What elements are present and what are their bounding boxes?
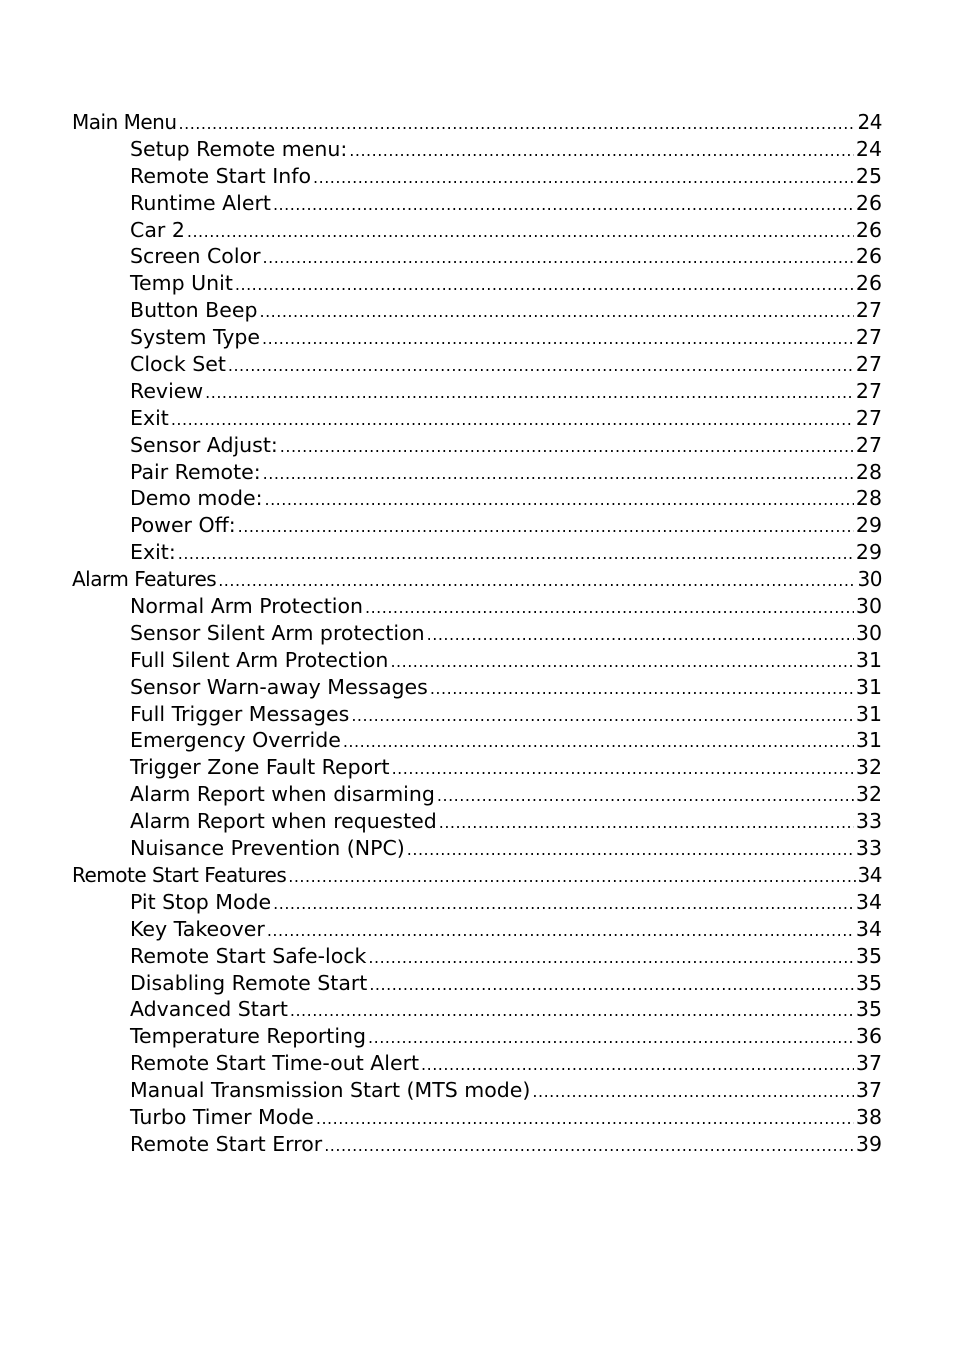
toc-page-number: 31 <box>855 674 882 699</box>
toc-entry-label: Exit <box>130 405 169 430</box>
toc-entry-label: Sensor Silent Arm protection <box>130 620 425 645</box>
toc-subsection-entry[interactable] <box>72 593 882 620</box>
toc-page-number: 34 <box>857 862 882 887</box>
toc-subsection-entry[interactable] <box>72 835 882 862</box>
toc-page-number: 36 <box>855 1024 882 1049</box>
toc-dot-leader <box>235 272 854 297</box>
toc-dot-leader <box>171 407 854 432</box>
toc-dot-leader <box>392 756 854 781</box>
toc-subsection-entry[interactable] <box>72 163 882 190</box>
toc-dot-leader <box>351 703 854 728</box>
toc-dot-leader <box>532 1079 853 1104</box>
toc-page-number: 24 <box>855 136 882 161</box>
toc-dot-leader <box>368 1025 854 1050</box>
toc-subsection-entry[interactable] <box>72 512 882 539</box>
toc-entry-label: Turbo Timer Mode <box>130 1104 314 1129</box>
toc-entry-label: Remote Start Safe-lock <box>130 943 367 968</box>
toc-entry-label: Key Takeover <box>130 916 265 941</box>
toc-page-number: 32 <box>855 782 882 807</box>
toc-subsection-entry[interactable] <box>72 889 882 916</box>
toc-dot-leader <box>427 622 854 647</box>
toc-entry-label: Remote Start Time-out Alert <box>130 1051 420 1076</box>
toc-page-number: 24 <box>857 110 882 134</box>
toc-dot-leader <box>368 945 854 970</box>
toc-page-number: 25 <box>855 163 882 188</box>
toc-entry-label: Screen Color <box>130 244 261 269</box>
toc-subsection-entry[interactable] <box>72 701 882 728</box>
toc-entry-label: Sensor Adjust: <box>130 432 278 457</box>
toc-page-number: 37 <box>855 1051 882 1076</box>
toc-entry-label: Emergency Override <box>130 728 341 753</box>
toc-entry-label: Setup Remote menu: <box>130 136 348 161</box>
toc-dot-leader <box>316 1106 854 1131</box>
toc-subsection-entry[interactable] <box>72 1131 882 1158</box>
toc-dot-leader <box>238 514 854 539</box>
toc-entry-label: Button Beep <box>130 298 258 323</box>
toc-dot-leader <box>205 380 854 405</box>
toc-page-number: 33 <box>855 836 882 861</box>
toc-subsection-entry[interactable] <box>72 324 882 351</box>
toc-subsection-entry[interactable] <box>72 943 882 970</box>
toc-entry-label: Nuisance Prevention (NPC) <box>130 836 405 861</box>
toc-dot-leader <box>324 1133 854 1158</box>
toc-entry-label: Alarm Features <box>72 567 217 592</box>
toc-dot-leader <box>439 810 854 835</box>
toc-dot-leader <box>390 649 853 674</box>
toc-page-number: 26 <box>855 190 882 215</box>
toc-entry-label: Clock Set <box>130 352 226 377</box>
toc-page-number: 31 <box>855 728 882 753</box>
toc-subsection-entry[interactable] <box>72 808 882 835</box>
toc-subsection-entry[interactable] <box>72 297 882 324</box>
toc-page-number: 30 <box>855 620 882 645</box>
toc-dot-leader <box>430 676 854 701</box>
toc-subsection-entry[interactable] <box>72 459 882 486</box>
toc-dot-leader <box>259 299 853 324</box>
toc-subsection-entry[interactable] <box>72 405 882 432</box>
toc-subsection-entry[interactable] <box>72 217 882 244</box>
toc-entry-label: Review <box>130 378 204 403</box>
toc-page-number: 35 <box>855 970 882 995</box>
toc-page-number: 35 <box>855 997 882 1022</box>
toc-dot-leader <box>178 541 854 566</box>
toc-entry-label: Remote Start Features <box>72 862 287 887</box>
toc-entry-label: Alarm Report when disarming <box>130 782 435 807</box>
toc-page-number: 34 <box>855 889 882 914</box>
toc-subsection-entry[interactable] <box>72 1050 882 1077</box>
toc-subsection-entry[interactable] <box>72 620 882 647</box>
toc-page-number: 27 <box>855 432 882 457</box>
toc-dot-leader <box>343 729 854 754</box>
toc-page-number: 26 <box>855 271 882 296</box>
toc-page-number: 26 <box>855 244 882 269</box>
toc-page-number: 26 <box>855 217 882 242</box>
toc-entry-label: System Type <box>130 325 261 350</box>
toc-subsection-entry[interactable] <box>72 539 882 566</box>
toc-subsection-entry[interactable] <box>72 136 882 163</box>
toc-entry-label: Trigger Zone Fault Report <box>130 755 390 780</box>
toc-page-number: 37 <box>855 1078 882 1103</box>
toc-entry-label: Advanced Start <box>130 997 288 1022</box>
toc-entry-label: Runtime Alert <box>130 190 271 215</box>
toc-page-number: 30 <box>857 567 882 592</box>
toc-page-number: 33 <box>855 809 882 834</box>
toc-subsection-entry[interactable] <box>72 351 882 378</box>
toc-subsection-entry[interactable] <box>72 674 882 701</box>
toc-subsection-entry[interactable] <box>72 916 882 943</box>
toc-page-number: 29 <box>855 513 882 538</box>
toc-dot-leader <box>290 998 854 1023</box>
toc-subsection-entry[interactable] <box>72 270 882 297</box>
toc-subsection-entry[interactable] <box>72 485 882 512</box>
toc-entry-label: Full Silent Arm Protection <box>130 647 389 672</box>
toc-subsection-entry[interactable] <box>72 1077 882 1104</box>
toc-subsection-entry[interactable] <box>72 970 882 997</box>
toc-dot-leader <box>267 918 854 943</box>
toc-subsection-entry[interactable] <box>72 781 882 808</box>
toc-dot-leader <box>179 111 856 136</box>
toc-dot-leader <box>280 434 854 459</box>
toc-entry-label: Demo mode: <box>130 486 263 511</box>
toc-subsection-entry[interactable] <box>72 647 882 674</box>
toc-entry-label: Temperature Reporting <box>130 1024 367 1049</box>
toc-entry-label: Normal Arm Protection <box>130 594 363 619</box>
toc-entry-label: Temp Unit <box>130 271 233 296</box>
toc-dot-leader <box>349 138 854 163</box>
toc-section-entry[interactable] <box>72 566 882 593</box>
toc-dot-leader <box>228 353 854 378</box>
toc-entry-label: Main Menu <box>72 110 177 134</box>
toc-page-number: 27 <box>855 298 882 323</box>
toc-page-number: 27 <box>855 325 882 350</box>
toc-entry-label: Disabling Remote Start <box>130 970 368 995</box>
toc-subsection-entry[interactable] <box>72 1023 882 1050</box>
toc-subsection-entry[interactable] <box>72 727 882 754</box>
toc-dot-leader <box>263 461 854 486</box>
toc-dot-leader <box>263 245 854 270</box>
toc-dot-leader <box>313 165 854 190</box>
toc-entry-label: Power Off: <box>130 513 236 538</box>
toc-entry-label: Remote Start Info <box>130 163 312 188</box>
toc-subsection-entry[interactable] <box>72 190 882 217</box>
toc-entry-label: Car 2 <box>130 217 185 242</box>
toc-dot-leader <box>218 568 855 593</box>
toc-page-number: 31 <box>855 701 882 726</box>
toc-entry-label: Pair Remote: <box>130 459 261 484</box>
toc-page-number: 34 <box>855 916 882 941</box>
toc-entry-label: Manual Transmission Start (MTS mode) <box>130 1078 531 1103</box>
toc-entry-label: Full Trigger Messages <box>130 701 350 726</box>
toc-page-number: 29 <box>855 540 882 565</box>
toc-section-entry[interactable] <box>72 109 882 136</box>
toc-page-number: 38 <box>855 1104 882 1129</box>
toc-dot-leader <box>288 864 855 889</box>
toc-page-number: 28 <box>855 459 882 484</box>
toc-dot-leader <box>407 837 854 862</box>
toc-entry-label: Pit Stop Mode <box>130 889 272 914</box>
toc-page-number: 30 <box>855 594 882 619</box>
table-of-contents <box>72 109 882 1158</box>
toc-page-number: 32 <box>855 755 882 780</box>
toc-page-number: 27 <box>855 405 882 430</box>
toc-dot-leader <box>273 192 854 217</box>
toc-subsection-entry[interactable] <box>72 754 882 781</box>
toc-dot-leader <box>421 1052 854 1077</box>
toc-dot-leader <box>369 972 854 997</box>
toc-subsection-entry[interactable] <box>72 432 882 459</box>
toc-dot-leader <box>273 891 854 916</box>
toc-subsection-entry[interactable] <box>72 243 882 270</box>
toc-entry-label: Remote Start Error <box>130 1131 323 1156</box>
toc-page-number: 31 <box>855 647 882 672</box>
toc-entry-label: Exit: <box>130 540 176 565</box>
toc-page-number: 27 <box>855 352 882 377</box>
toc-subsection-entry[interactable] <box>72 1104 882 1131</box>
toc-section-entry[interactable] <box>72 862 882 889</box>
toc-dot-leader <box>437 783 854 808</box>
toc-dot-leader <box>264 487 853 512</box>
toc-subsection-entry[interactable] <box>72 996 882 1023</box>
toc-dot-leader <box>262 326 854 351</box>
toc-page-number: 28 <box>855 486 882 511</box>
toc-entry-label: Sensor Warn-away Messages <box>130 674 428 699</box>
toc-entry-label: Alarm Report when requested <box>130 809 437 834</box>
toc-dot-leader <box>365 595 854 620</box>
toc-page-number: 39 <box>855 1131 882 1156</box>
toc-subsection-entry[interactable] <box>72 378 882 405</box>
toc-page-number: 35 <box>855 943 882 968</box>
toc-dot-leader <box>187 219 854 244</box>
toc-page-number: 27 <box>855 378 882 403</box>
